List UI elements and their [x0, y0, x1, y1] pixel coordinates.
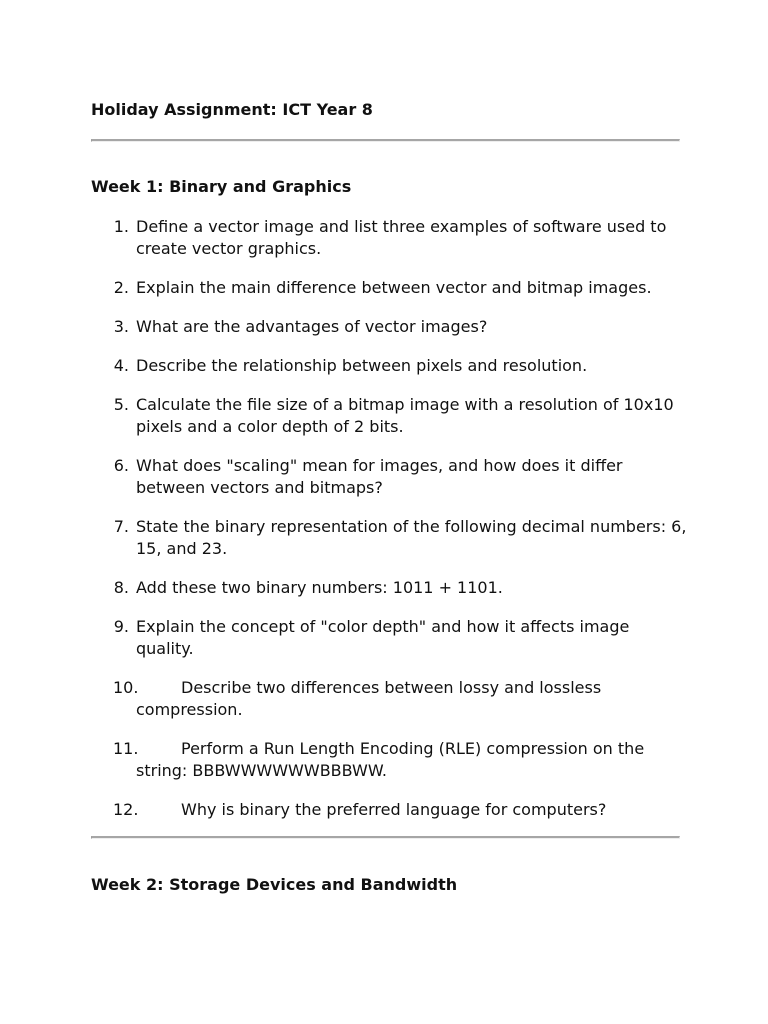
question-number: 11.: [113, 739, 139, 758]
question-text: Describe two differences between lossy and lossless compression.: [136, 678, 602, 719]
question-text: Describe the relationship between pixels and resolution.: [136, 356, 588, 375]
document-title: Holiday Assignment: ICT Year 8: [91, 100, 373, 119]
question-number: 1.: [113, 217, 129, 236]
week1-heading: Week 1: Binary and Graphics: [91, 177, 352, 196]
question-number: 3.: [113, 317, 129, 336]
question-number: 2.: [113, 278, 129, 297]
question-text: Why is binary the preferred language for computers?: [181, 800, 607, 819]
horizontal-divider: [91, 139, 680, 142]
question-text: Calculate the file size of a bitmap image with a resolution of 10x10 pixels and a color depth of 2 bits.: [136, 395, 674, 436]
question-number: 9.: [113, 617, 129, 636]
question-number: 12.: [113, 800, 139, 819]
question-item: [91, 394, 691, 438]
question-item: [91, 677, 691, 721]
question-item: [91, 738, 691, 782]
question-text: What are the advantages of vector images?: [136, 317, 488, 336]
question-item: [91, 516, 691, 560]
question-number: 7.: [113, 517, 129, 536]
question-item: [91, 799, 691, 821]
question-number: 8.: [113, 578, 129, 597]
question-text: Explain the main difference between vector and bitmap images.: [136, 278, 652, 297]
question-item: [91, 577, 691, 599]
question-item: [91, 216, 691, 260]
question-item: [91, 455, 691, 499]
question-item: [91, 616, 691, 660]
question-number: 10.: [113, 678, 139, 697]
question-number: 4.: [113, 356, 129, 375]
question-text: Add these two binary numbers: 1011 + 1101.: [136, 578, 503, 597]
question-text: Explain the concept of "color depth" and how it affects image quality.: [136, 617, 630, 658]
question-text: State the binary representation of the following decimal numbers: 6, 15, and 23.: [136, 517, 687, 558]
question-item: [91, 316, 691, 338]
question-item: [91, 355, 691, 377]
question-number: 6.: [113, 456, 129, 475]
question-text: Define a vector image and list three examples of software used to create vector graphics.: [136, 217, 667, 258]
question-item: [91, 277, 691, 299]
question-text: What does "scaling" mean for images, and how does it differ between vectors and bitmaps?: [136, 456, 623, 497]
week1-question-list: [91, 216, 691, 838]
question-text: Perform a Run Length Encoding (RLE) compression on the string: BBBWWWWWWBBBWW.: [136, 739, 645, 780]
question-number: 5.: [113, 395, 129, 414]
horizontal-divider: [91, 836, 680, 839]
week2-heading: Week 2: Storage Devices and Bandwidth: [91, 875, 458, 894]
